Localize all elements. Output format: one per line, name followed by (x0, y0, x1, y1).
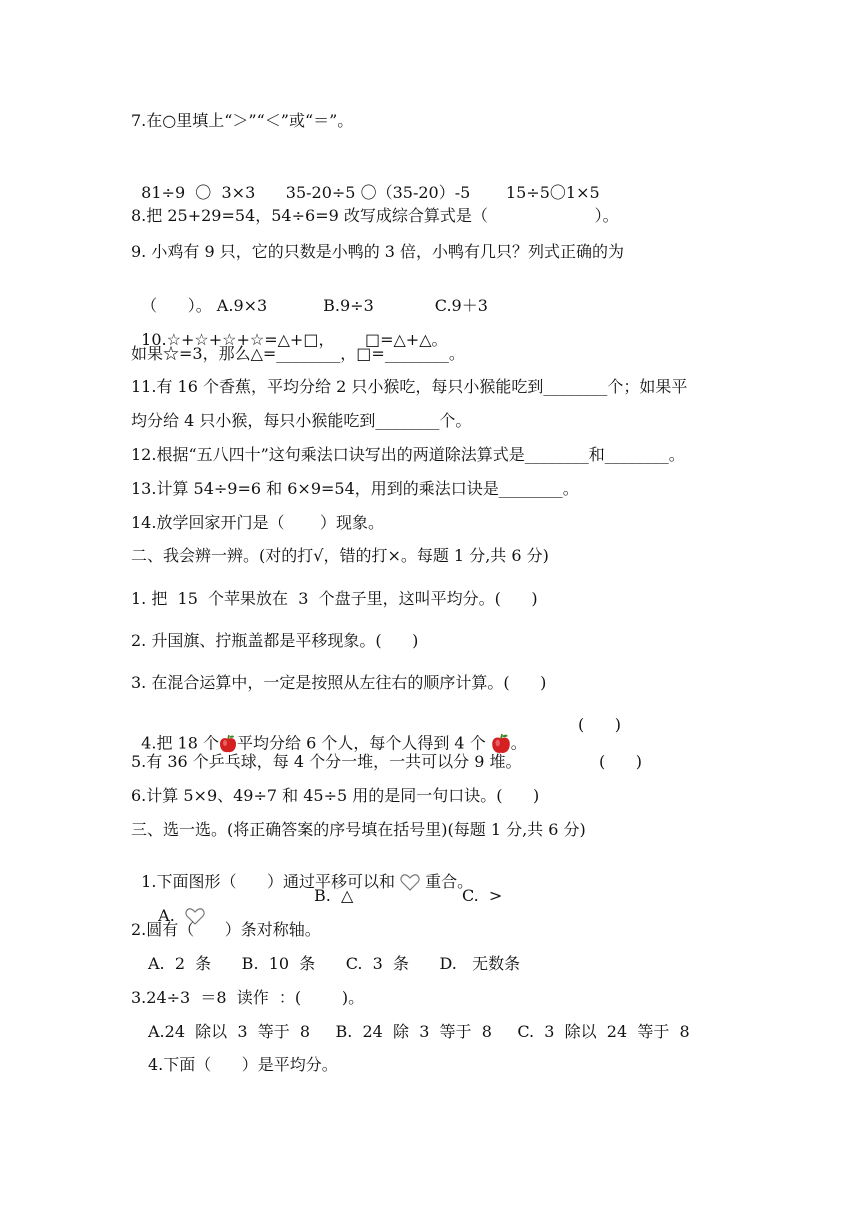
option-a-label: A. (158, 906, 175, 925)
choose-q1-option-b: B. △ (314, 886, 354, 905)
choose-q3: 3.24÷3 ＝8 读作 ：( )。 (131, 988, 365, 1007)
answer-blank[interactable]: （ ）。 (141, 296, 212, 315)
q7-expr1-left: 81÷9 (141, 183, 186, 202)
q7-expr2-left: 35-20÷5 (285, 183, 356, 202)
judge-item-4-part3: 。 (510, 733, 527, 753)
q11-line1: 11.有 16 个香蕉，平均分给 2 只小猴吃，每只小猴能吃到________个；如果平 (131, 377, 688, 396)
q10-equation-2: □=△+△。 (364, 330, 448, 349)
judge-item-4 (131, 713, 527, 755)
judge-item-3: 3. 在混合运算中，一定是按照从左往右的顺序计算。( ) (131, 673, 547, 692)
judge-item-5-paren[interactable]: ( ) (599, 752, 642, 771)
q7-expr1-right: 3×3 (221, 183, 256, 202)
section3-heading: 三、选一选。(将正确答案的序号填在括号里)(每题 1 分,共 6 分) (131, 820, 586, 839)
judge-item-6: 6.计算 5×9、49÷7 和 45÷5 用的是同一句口诀。( ) (131, 786, 540, 805)
q7-expr3-left: 15÷5 (505, 183, 550, 202)
choose-q1-part1: 1.下面图形（ ）通过平移可以和 (141, 872, 395, 891)
judge-item-4-part1: 4.把 18 个 (141, 733, 219, 753)
judge-item-4-paren[interactable]: ( ) (578, 715, 621, 734)
choose-q2-options: A. 2 条 B. 10 条 C. 3 条 D. 无数条 (148, 954, 521, 973)
choose-q1-part2: 重合。 (425, 872, 474, 891)
option-a: A.9×3 (216, 296, 268, 315)
q13-text: 13.计算 54÷9=6 和 6×9=54，用到的乘法口诀是________。 (131, 479, 579, 498)
option-c: C.9＋3 (434, 296, 488, 315)
choose-q1-option-c: C. > (462, 886, 503, 905)
judge-item-5: 5.有 36 个乒乓球，每 4 个分一堆，一共可以分 9 堆。 (131, 752, 522, 771)
q7-expr3-right: 1×5 (565, 183, 600, 202)
judge-item-4-part2: 平均分给 6 个人，每个人得到 4 个 (236, 733, 486, 753)
q10-equation-1: 10.☆+☆+☆+☆=△+□， (141, 330, 335, 349)
option-b: B.9÷3 (323, 296, 374, 315)
judge-item-1: 1. 把 15 个苹果放在 3 个盘子里，这叫平均分。( ) (131, 589, 538, 608)
heart-icon (400, 874, 420, 892)
judge-item-2: 2. 升国旗、拧瓶盖都是平移现象。( ) (131, 631, 419, 650)
apple-icon (219, 734, 237, 754)
q9-line1: 9. 小鸡有 9 只，它的只数是小鸭的 3 倍，小鸭有几只？列式正确的为 (131, 242, 625, 261)
q14-text: 14.放学回家开门是（ ）现象。 (131, 513, 385, 532)
q8-text: 8.把 25+29=54，54÷6=9 改写成综合算式是（ ）。 (131, 206, 619, 225)
q7-expressions (131, 163, 600, 203)
q12-text: 12.根据“五八四十”这句乘法口诀写出的两道除法算式是________和________。 (131, 445, 685, 464)
q11-line2: 均分给 4 只小猴，每只小猴能吃到________个。 (131, 411, 472, 430)
q7-expr2-right: （35-20）-5 (376, 183, 471, 202)
compare-circle[interactable]: 〇 (549, 183, 566, 202)
q7-title: 7.在○里填上“＞”“＜”或“＝”。 (131, 111, 354, 130)
section2-heading: 二、我会辨一辨。(对的打√，错的打×。每题 1 分,共 6 分) (131, 546, 549, 565)
choose-q2: 2.圆有（ ）条对称轴。 (131, 920, 321, 939)
choose-q4: 4.下面（ ）是平均分。 (148, 1055, 338, 1074)
choose-q3-options: A.24 除以 3 等于 8 B. 24 除 3 等于 8 C. 3 除以 24 等于 8 (148, 1022, 690, 1041)
compare-circle[interactable]: 〇 (360, 183, 377, 202)
q10-line2: 如果☆=3，那么△=________，□=________。 (131, 344, 465, 363)
compare-circle[interactable]: 〇 (195, 183, 212, 202)
